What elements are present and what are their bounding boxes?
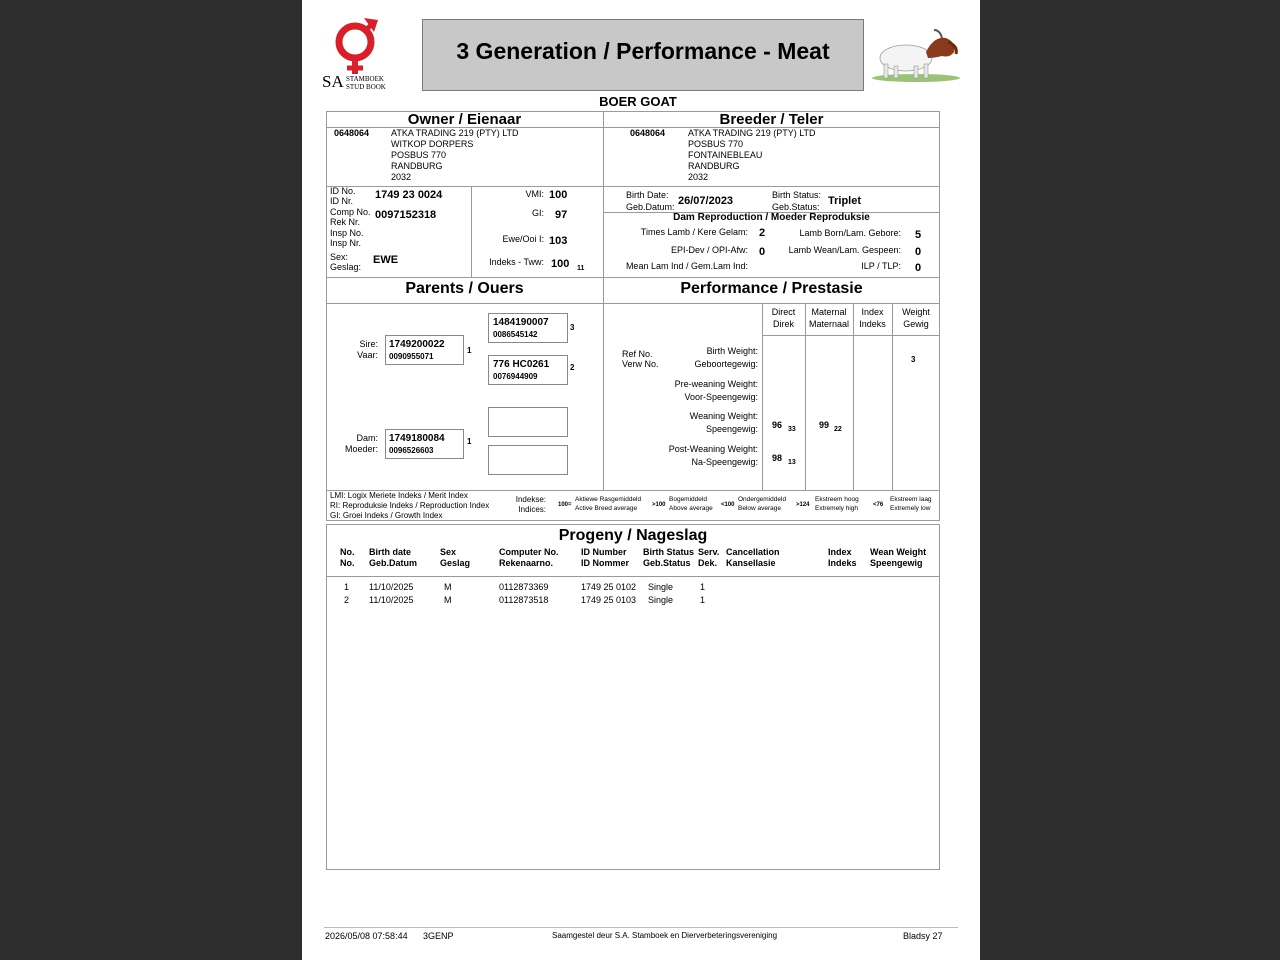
weaning-direct: 96 bbox=[772, 420, 783, 430]
pre-weaning-label: Pre-weaning Weight: Voor-Speengewig: bbox=[674, 379, 758, 402]
birth-weight-value: 3 bbox=[911, 355, 916, 364]
post-direct: 98 bbox=[772, 453, 783, 463]
progeny-col-sex: Sex Geslag bbox=[440, 547, 471, 568]
owner-address: ATKA TRADING 219 (PTY) LTD WITKOP DORPERS POSBUS 770 RANDBURG 2032 bbox=[391, 128, 519, 182]
breeder-heading: Breeder / Teler bbox=[719, 111, 824, 128]
sire-id: 1749200022 bbox=[389, 339, 445, 350]
tww-value: 100 bbox=[551, 258, 570, 270]
boer-goat-icon bbox=[868, 24, 964, 84]
sire-dam-num: 2 bbox=[570, 363, 575, 372]
legend-desc-below: Ondergemiddeld Below average bbox=[738, 496, 787, 512]
footer-datetime: 2026/05/08 07:58:44 bbox=[325, 931, 408, 941]
dam-comp: 0096526603 bbox=[389, 446, 434, 455]
breeder-address: ATKA TRADING 219 (PTY) LTD POSBUS 770 FONTAINEBLEAU RANDBURG 2032 bbox=[688, 128, 816, 182]
progeny-sex: M bbox=[444, 595, 452, 605]
birth-weight-label: Birth Weight: Geboortegewig: bbox=[694, 346, 758, 369]
sire-sire-box bbox=[488, 313, 568, 343]
table-row bbox=[302, 582, 980, 594]
birth-date-label: Birth Date: Geb.Datum: bbox=[626, 190, 675, 212]
ref-label: Ref No. Verw No. bbox=[622, 349, 659, 369]
comp-value: 0097152318 bbox=[375, 209, 437, 221]
sire-num: 1 bbox=[467, 346, 472, 355]
progeny-serv: 1 bbox=[700, 595, 706, 605]
legend-code-low: <76 bbox=[873, 502, 884, 508]
vmi-value: 100 bbox=[549, 189, 568, 201]
vmi-label: VMI: bbox=[525, 189, 544, 199]
progeny-no: 1 bbox=[344, 582, 350, 592]
col-index: Index Indeks bbox=[859, 307, 886, 329]
progeny-col-birthdate: Birth date Geb.Datum bbox=[369, 547, 418, 568]
footer-code: 3GENP bbox=[423, 931, 454, 941]
dam-id: 1749180084 bbox=[389, 433, 445, 444]
footer-compiled: Saamgestel deur S.A. Stamboek en Dierverbeteringsvereniging bbox=[552, 931, 778, 940]
id-value: 1749 23 0024 bbox=[375, 189, 443, 201]
document-page bbox=[302, 0, 980, 960]
legend-code-high: >124 bbox=[796, 502, 810, 508]
legend-index-names: LMI: Logix Meriete Indeks / Merit Index RI: Reproduksie Indeks / Reproduction Index GI: Groei Indeks / Growth Index bbox=[330, 491, 490, 520]
times-lamb-value: 2 bbox=[759, 227, 766, 239]
owner-heading: Owner / Eienaar bbox=[407, 111, 522, 128]
mean-lam-label: Mean Lam Ind / Gem.Lam Ind: bbox=[625, 261, 748, 271]
legend-desc-100: Aktiewe Rasgemiddeld Active Breed average bbox=[575, 496, 642, 512]
progeny-col-index: Index Indeks bbox=[828, 547, 857, 568]
progeny-idnumber: 1749 25 0102 bbox=[581, 582, 637, 592]
sire-dam-box bbox=[488, 355, 568, 385]
sex-value: EWE bbox=[373, 254, 399, 266]
logo-stamboek: STAMBOEK bbox=[346, 75, 384, 83]
ilp-value: 0 bbox=[915, 262, 922, 274]
title-box bbox=[422, 19, 864, 91]
post-weaning-label: Post-Weaning Weight: Na-Speengewig: bbox=[668, 444, 758, 467]
birth-date-value: 26/07/2023 bbox=[678, 195, 734, 207]
sire-comp: 0090955071 bbox=[389, 352, 434, 361]
progeny-computer: 0112873518 bbox=[499, 595, 549, 605]
dam-num: 1 bbox=[467, 437, 472, 446]
progeny-col-idnumber: ID Number ID Nommer bbox=[581, 547, 630, 568]
comp-label: Comp No. Rek Nr. bbox=[330, 207, 371, 227]
sire-sire-id: 1484190007 bbox=[493, 317, 549, 328]
sire-dam-id: 776 HC0261 bbox=[493, 359, 550, 370]
progeny-col-no: No. No. bbox=[340, 547, 355, 568]
owner-id: 0648064 bbox=[334, 128, 370, 138]
progeny-col-serv: Serv. Dek. bbox=[698, 547, 720, 568]
progeny-sex: M bbox=[444, 582, 452, 592]
progeny-serv: 1 bbox=[700, 582, 706, 592]
gi-label: GI: bbox=[531, 208, 544, 218]
progeny-no: 2 bbox=[344, 595, 350, 605]
tww-sub: 11 bbox=[577, 265, 585, 272]
breeder-id: 0648064 bbox=[630, 128, 666, 138]
page-title: 3 Generation / Performance - Meat bbox=[456, 38, 830, 64]
progeny-idnumber: 1749 25 0103 bbox=[581, 595, 637, 605]
lamb-wean-label: Lamb Wean/Lam. Gespeen: bbox=[788, 245, 901, 255]
ilp-label: ILP / TLP: bbox=[861, 261, 901, 271]
breed-title: BOER GOAT bbox=[599, 94, 677, 109]
sire-box bbox=[385, 335, 464, 365]
progeny-col-computer: Computer No. Rekenaarno. bbox=[499, 547, 559, 568]
logo-sa-text: SA bbox=[322, 72, 344, 91]
legend-desc-above: Bogemiddeld Above average bbox=[669, 496, 713, 512]
logo-studbook: STUD BOOK bbox=[346, 83, 386, 91]
col-direct: Direct Direk bbox=[771, 307, 796, 329]
id-label: ID No. ID Nr. bbox=[330, 186, 356, 206]
gi-value: 97 bbox=[555, 209, 568, 221]
legend-code-100: 100= bbox=[558, 502, 572, 508]
insp-label: Insp No. Insp Nr. bbox=[330, 228, 364, 248]
weaning-direct-sub: 33 bbox=[788, 426, 796, 433]
sex-label: Sex: Geslag: bbox=[330, 252, 362, 272]
ewe-value: 103 bbox=[549, 235, 568, 247]
tww-label: Indeks - Tww: bbox=[489, 257, 544, 267]
sire-label: Sire: Vaar: bbox=[357, 339, 378, 360]
legend-code-above: >100 bbox=[652, 502, 666, 508]
progeny-col-birthstatus: Birth Status Geb.Status bbox=[643, 547, 695, 568]
birth-status-value: Triplet bbox=[828, 195, 862, 207]
progeny-birthstatus: Single bbox=[648, 595, 674, 605]
dam-box bbox=[385, 429, 464, 459]
weaning-maternal-sub: 22 bbox=[834, 426, 842, 433]
dam-label: Dam: Moeder: bbox=[344, 433, 378, 454]
sire-dam-comp: 0076944909 bbox=[493, 372, 538, 381]
progeny-birthstatus: Single bbox=[648, 582, 674, 592]
dam-repro-heading: Dam Reproduction / Moeder Reproduksie bbox=[673, 212, 870, 223]
sire-sire-comp: 0086545142 bbox=[493, 330, 538, 339]
legend-desc-high: Ekstreem hoog Extremely high bbox=[815, 496, 859, 512]
progeny-birthdate: 11/10/2025 bbox=[369, 595, 414, 605]
col-maternal: Maternal Maternaal bbox=[808, 307, 850, 329]
lamb-born-label: Lamb Born/Lam. Gebore: bbox=[799, 228, 901, 238]
performance-heading: Performance / Prestasie bbox=[680, 280, 863, 297]
progeny-col-weanweight: Wean Weight Speengewig bbox=[870, 547, 927, 568]
footer-page: Bladsy 27 bbox=[903, 931, 943, 941]
lamb-born-value: 5 bbox=[915, 229, 922, 241]
weaning-maternal: 99 bbox=[819, 420, 830, 430]
birth-status-label: Birth Status: Geb.Status: bbox=[772, 190, 822, 212]
stud-book-logo-icon bbox=[330, 16, 386, 78]
legend-desc-low: Ekstreem laag Extremely low bbox=[890, 496, 932, 512]
sire-sire-num: 3 bbox=[570, 323, 575, 332]
post-direct-sub: 13 bbox=[788, 459, 796, 466]
legend-code-below: <100 bbox=[721, 502, 735, 508]
ewe-label: Ewe/Ooi I: bbox=[502, 234, 544, 244]
parents-heading: Parents / Ouers bbox=[405, 280, 524, 297]
progeny-heading: Progeny / Nageslag bbox=[558, 527, 708, 544]
weaning-label: Weaning Weight: Speengewig: bbox=[689, 411, 758, 434]
table-row bbox=[302, 595, 980, 607]
dam-sire-box bbox=[488, 407, 568, 437]
col-weight: Weight Gewig bbox=[902, 307, 930, 329]
epi-label: EPI-Dev / OPI-Afw: bbox=[670, 245, 748, 255]
progeny-col-cancellation: Cancellation Kansellasie bbox=[726, 547, 780, 568]
legend-indices-label: Indekse: Indices: bbox=[515, 495, 546, 514]
epi-value: 0 bbox=[759, 246, 766, 258]
progeny-birthdate: 11/10/2025 bbox=[369, 582, 414, 592]
dam-dam-box bbox=[488, 445, 568, 475]
lamb-wean-value: 0 bbox=[915, 246, 922, 258]
times-lamb-label: Times Lamb / Kere Gelam: bbox=[640, 227, 748, 237]
progeny-computer: 0112873369 bbox=[499, 582, 549, 592]
